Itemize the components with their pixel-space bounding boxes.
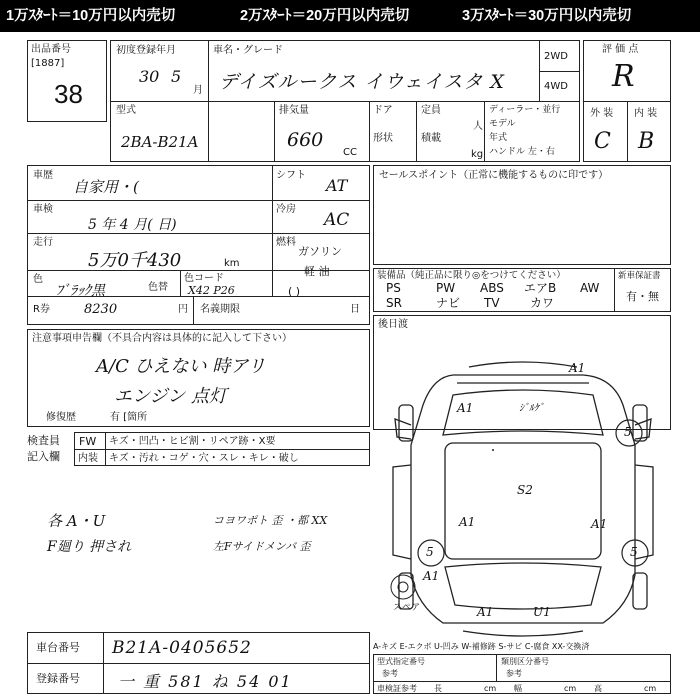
notes-line-2: エンジン 点灯 [114,386,227,407]
grade-value: R [612,59,635,94]
inspection-value: 5 年 4 月( 日) [88,217,177,233]
equipment-box [373,268,671,312]
model-label: 型式 [116,105,136,116]
shift-label: シフト [276,170,306,181]
mark-left-front-a1: A1 [457,401,474,415]
lot-number-box [27,40,107,122]
dims-width: 幅 [514,684,522,693]
equip-ps: PS [386,281,401,295]
mark-left-door-a1: A1 [459,515,476,529]
car-name-label: 車名・グレード [213,45,283,56]
rule-2: 2万ｽﾀｰﾄ＝20万円以内売切 [240,8,410,24]
exterior-value: C [594,129,611,154]
mark-right-front-5: 5 [624,425,632,439]
fuel-gasoline: ガソリン [298,245,342,258]
equip-airbag: エアB [524,281,557,295]
chassis-reg-box [27,632,370,694]
chassis-value: B21A-0405652 [112,638,252,658]
diagram-marks [373,355,671,645]
mileage-value: 5万0千430 [88,250,182,271]
shift-value: AT [326,176,348,195]
dealer-line-3: 年式 [489,133,508,143]
remark-right-1: コヨワポト 歪 ・都 XX [213,514,328,527]
equip-leather: カワ [530,296,555,310]
grade-label: 評 価 点 [602,44,639,55]
spec-box [373,654,671,694]
dims-height: 高 [594,684,602,693]
reg-number-value: 一 重 581 ね 54 01 [118,672,293,691]
mark-right-rear-5: 5 [630,545,638,559]
lot-code: [1887] [31,58,65,69]
dims-width-unit: cm [564,684,577,693]
equip-sr: SR [386,296,402,310]
model-spec-sub: 参考 [382,669,398,678]
exterior-label: 外 装 [590,108,614,119]
owner-unit: 日 [350,304,360,315]
inspector-row2-text: キズ・汚れ・コゲ・穴・スレ・キレ・破し [109,453,299,464]
inspector-area [27,432,370,466]
interior-label: 内 装 [634,108,658,119]
load-unit: kg [471,149,484,160]
notes-line-1: A/C ひえない 時アリ [96,356,266,377]
model-value: 2BA-B21A [121,133,199,151]
mark-front-a1: A1 [569,361,586,375]
remark-left-1: 各 A・U [47,512,106,530]
damage-legend: A-キズ E-エクボ U-凹み W-補修跡 S-サビ C-腐食 XX-交換済 [373,642,590,651]
capacity-label: 定員 [421,105,441,116]
auction-rules-banner [0,0,700,32]
dims-label: 車検証参考 [377,684,417,693]
mark-rear-u1: U1 [533,605,551,619]
shape-label: 形状 [373,133,393,144]
repair-value: 有 [箇所 [110,412,148,423]
color-label: 色 [33,274,43,285]
remark-left-2: F廻り 押され [47,539,132,555]
first-reg-month-unit: 月 [193,85,203,96]
fuel-other: ( ) [288,285,301,298]
inspector-row2-tag: 内装 [78,453,98,464]
displacement-label: 排気量 [279,105,309,116]
mark-rear-a1: A1 [477,605,494,619]
chassis-label: 車台番号 [36,641,80,654]
class-spec-sub: 参考 [506,669,522,678]
recycle-label: R券 [33,304,50,315]
mileage-unit: km [224,258,240,269]
usage-value: 自家用・( [73,178,139,196]
color-code-value: X42 P26 [188,284,235,297]
equipment-label: 装備品（純正品に限り◎をつけてください） [377,270,566,281]
interior-value: B [638,129,655,154]
mark-left-rear-a1: A1 [423,569,440,583]
drive-4wd: 4WD [544,81,568,92]
main-info-box [110,40,580,162]
rule-1: 1万ｽﾀｰﾄ＝10万円以内売切 [6,8,176,24]
first-reg-year: 30 [139,67,160,86]
color-value: ﾌﾞﾗｯｸ黒 [56,283,105,299]
inspector-label-1: 検査員 [27,434,60,447]
dealer-line-4: ハンドル 左・右 [489,147,555,157]
mileage-label: 走行 [33,237,53,248]
aircon-value: AC [324,210,350,230]
color-code-label: 色コード [184,273,224,284]
handwritten-remarks [27,500,370,570]
recycle-value: 8230 [84,302,118,317]
load-label: 積載 [421,133,441,144]
equip-tv: TV [484,296,500,310]
mark-right-door-a1: A1 [591,517,608,531]
equip-aw: AW [580,281,600,295]
usage-label: 車歴 [33,170,53,181]
sales-point-box [373,165,671,265]
reg-number-label: 登録番号 [36,672,80,685]
vehicle-details-box [27,165,370,325]
first-reg-month: 5 [171,67,182,86]
door-label: ドア [373,105,393,116]
fuel-label: 燃料 [276,237,296,248]
grade-box [583,40,671,162]
later-delivery-label: 後日渡 [378,319,408,330]
remark-right-2: 左Fサイドメンバ 歪 [213,540,311,553]
displacement-unit: CC [343,147,357,158]
dealer-line-1: ディーラー・並行 [489,105,561,115]
mark-left-rear-5: 5 [426,545,434,559]
car-name-value: デイズルークス イウェイスタ X [219,71,505,93]
dims-length: 長 [434,684,442,693]
notes-label: 注意事項申告欄（不具合内容は具体的に記入して下さい） [32,333,292,344]
class-spec-label: 類別区分番号 [501,657,549,666]
lot-label: 出品番号 [31,44,71,55]
notes-box [27,329,370,427]
drive-2wd: 2WD [544,51,568,62]
inspector-label-2: 記入欄 [27,450,60,463]
inspector-row1-tag: FW [79,435,97,448]
lot-number: 38 [54,79,83,109]
capacity-unit: 人 [473,121,483,132]
dims-length-unit: cm [484,684,497,693]
sales-point-label: セールスポイント（正常に機能するものに印です） [379,170,609,181]
fuel-diesel: 軽 油 [304,265,330,278]
mark-note: ｼﾞﾙｹﾞ [519,403,544,414]
displacement-value: 660 [287,129,324,151]
owner-label: 名義期限 [200,304,240,315]
equip-pw: PW [436,281,456,295]
first-reg-label: 初度登録年月 [116,45,176,56]
equip-abs: ABS [480,281,504,295]
dims-height-unit: cm [644,684,657,693]
warranty-label: 新車保証書 [618,271,661,281]
aircon-label: 冷房 [276,204,296,215]
warranty-value: 有・無 [626,290,659,303]
inspection-label: 車検 [33,204,53,215]
rule-3: 3万ｽﾀｰﾄ＝30万円以内売切 [462,8,632,24]
inspector-row1-text: キズ・凹凸・ヒビ割・リペア跡・X要 [109,436,276,447]
model-spec-label: 型式指定番号 [377,657,425,666]
equip-navi: ナビ [436,296,461,310]
repair-label: 修復歴 [46,412,76,423]
dealer-line-2: モデル [489,119,516,129]
mark-roof-s2: S2 [517,483,533,497]
color-change-label: 色替 [148,282,168,293]
spare-label: スペア [393,603,421,613]
recycle-unit: 円 [178,304,188,315]
